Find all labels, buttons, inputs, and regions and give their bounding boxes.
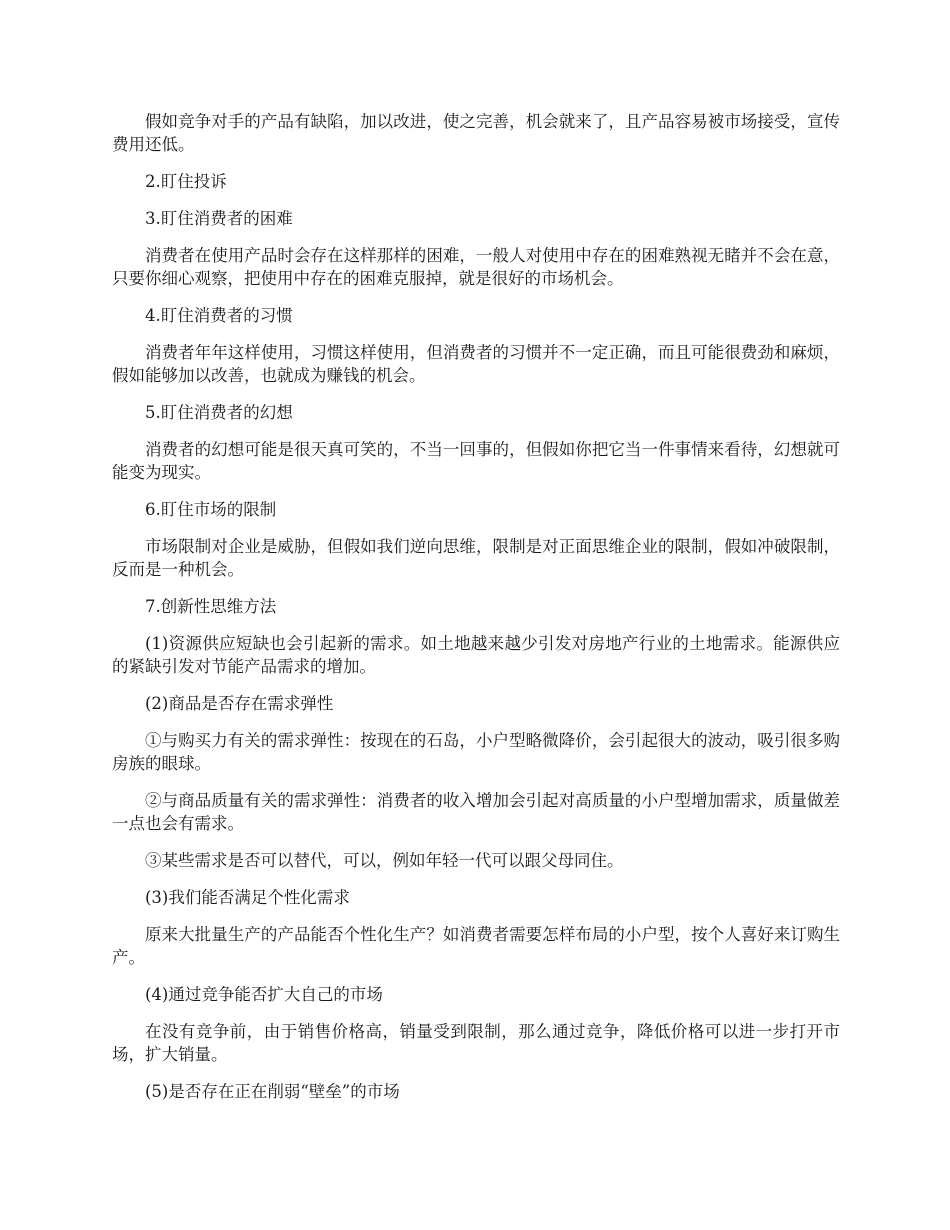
heading-demand-elasticity: (2)商品是否存在需求弹性 xyxy=(145,694,334,713)
paragraph-elasticity-purchasing-power: ①与购买力有关的需求弹性：按现在的石岛，小户型略微降价，会引起很大的波动，吸引很多购房族的眼球。 xyxy=(112,731,840,773)
heading-watch-market-limits: 6.盯住市场的限制 xyxy=(145,500,277,519)
paragraph-expand-via-competition: 在没有竞争前，由于销售价格高，销量受到限制，那么通过竞争，降低价格可以进一步打开市场，扩大销量。 xyxy=(112,1022,840,1064)
heading-watch-consumer-fantasies: 5.盯住消费者的幻想 xyxy=(145,403,293,422)
heading-watch-consumer-habits: 4.盯住消费者的习惯 xyxy=(145,306,293,325)
paragraph-elasticity-substitution: ③某些需求是否可以替代，可以，例如年轻一代可以跟父母同住。 xyxy=(145,851,624,870)
paragraph-market-limits: 市场限制对企业是威胁，但假如我们逆向思维，限制是对正面思维企业的限制，假如冲破限制，反而是一种机会。 xyxy=(112,537,840,579)
paragraph-elasticity-quality: ②与商品质量有关的需求弹性：消费者的收入增加会引起对高质量的小户型增加需求，质量做差一点也会有需求。 xyxy=(112,791,840,833)
heading-watch-complaints: 2.盯住投诉 xyxy=(145,172,227,191)
paragraph-consumer-habits: 消费者年年这样使用，习惯这样使用，但消费者的习惯并不一定正确，而且可能很费劲和麻烦，假如能够加以改善，也就成为赚钱的机会。 xyxy=(112,343,840,385)
paragraph-consumer-fantasies: 消费者的幻想可能是很天真可笑的，不当一回事的，但假如你把它当一件事情来看待，幻想就可能变为现实。 xyxy=(112,440,840,482)
heading-watch-consumer-difficulties: 3.盯住消费者的困难 xyxy=(145,209,293,228)
paragraph-resource-shortage: (1)资源供应短缺也会引起新的需求。如土地越来越少引发对房地产行业的土地需求。能源供应的紧缺引发对节能产品需求的增加。 xyxy=(112,634,840,676)
paragraph-improve-competitor-defects: 假如竞争对手的产品有缺陷，加以改进，使之完善，机会就来了，且产品容易被市场接受，宣传费用还低。 xyxy=(112,112,840,154)
heading-personalized-demand: (3)我们能否满足个性化需求 xyxy=(145,888,350,907)
heading-weakening-barriers: (5)是否存在正在削弱“壁垒”的市场 xyxy=(145,1082,400,1101)
heading-innovative-thinking: 7.创新性思维方法 xyxy=(145,597,277,616)
document-body xyxy=(112,110,840,1117)
paragraph-personalized-demand: 原来大批量生产的产品能否个性化生产？如消费者需要怎样布局的小户型，按个人喜好来订购生产。 xyxy=(112,925,840,967)
heading-expand-via-competition: (4)通过竞争能否扩大自己的市场 xyxy=(145,985,383,1004)
paragraph-consumer-difficulties: 消费者在使用产品时会存在这样那样的困难，一般人对使用中存在的困难熟视无睹并不会在意，只要你细心观察，把使用中存在的困难克服掉，就是很好的市场机会。 xyxy=(112,246,840,288)
